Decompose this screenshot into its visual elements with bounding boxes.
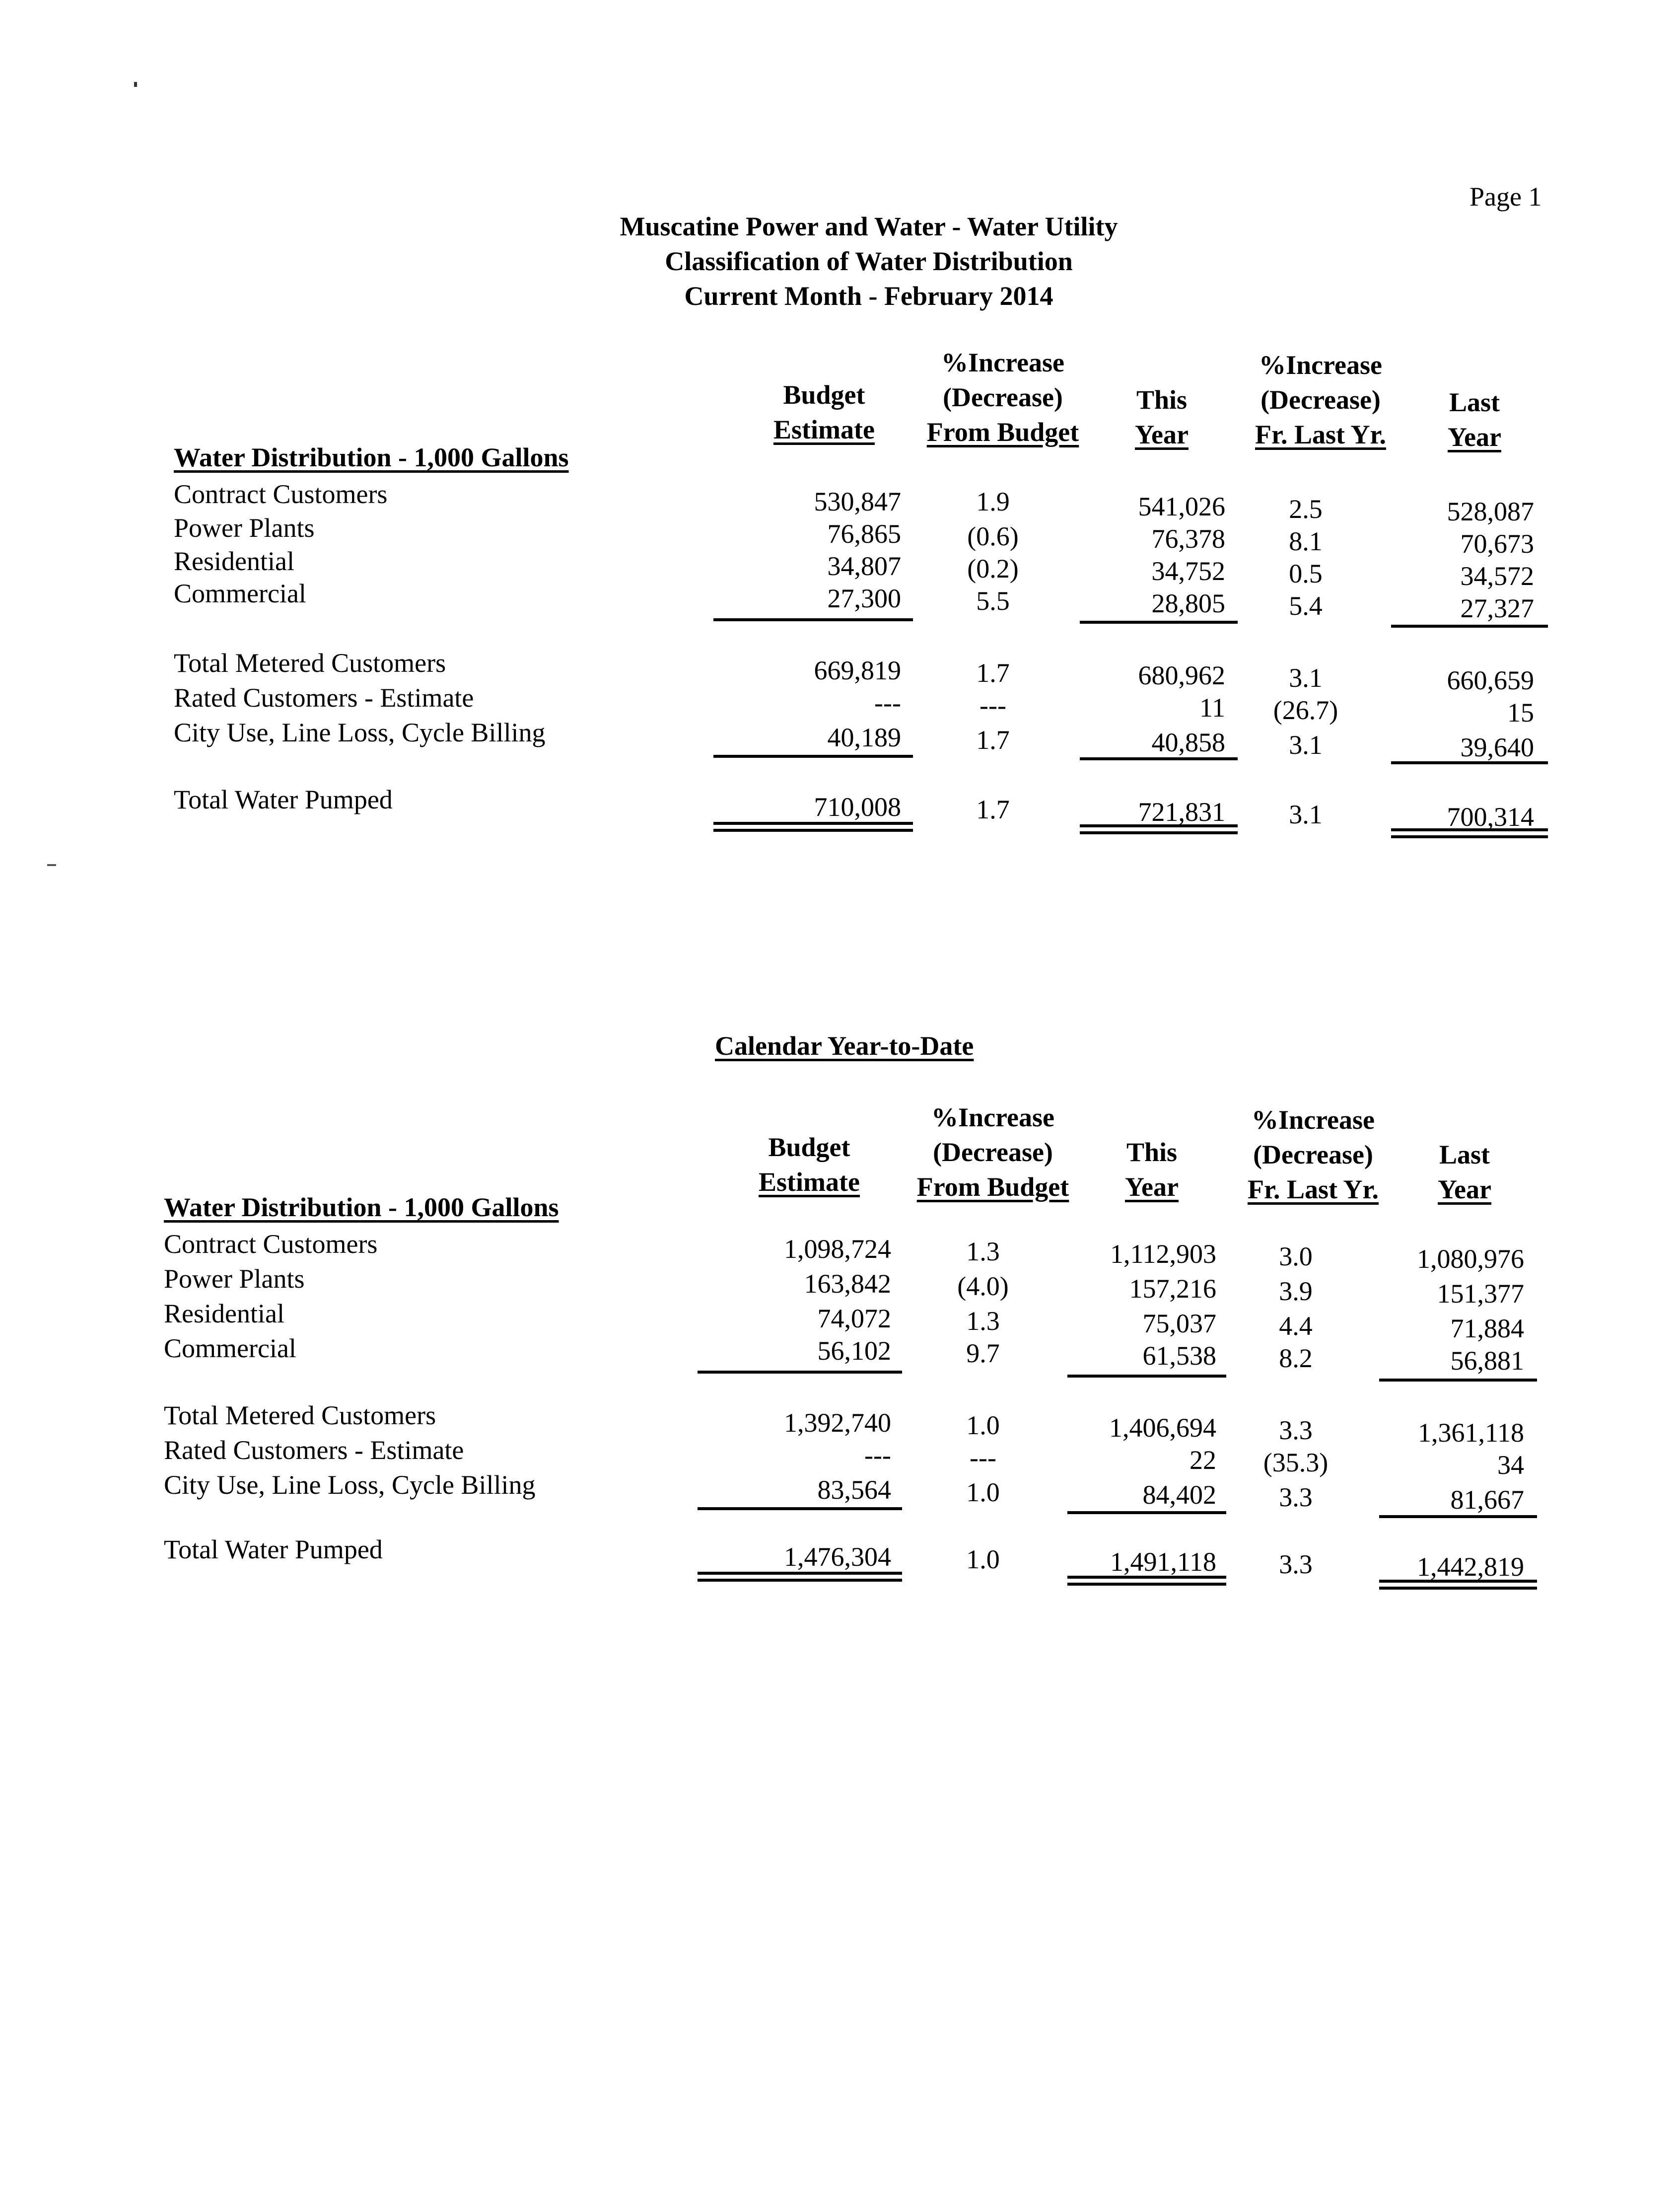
header-line: (Decrease) bbox=[933, 1137, 1053, 1167]
report-subtitle: Classification of Water Distribution bbox=[665, 246, 1073, 276]
col-header-pct-from-last-year bbox=[1229, 1102, 1398, 1207]
pct-last-value: 5.4 bbox=[1289, 591, 1323, 621]
subtotal-rule bbox=[713, 618, 913, 621]
subtotal-rule bbox=[713, 755, 913, 758]
budget-value: 710,008 bbox=[814, 792, 901, 822]
pct-budget-value: --- bbox=[970, 1443, 996, 1472]
budget-value: 34,807 bbox=[827, 551, 901, 581]
total-double-rule bbox=[698, 1572, 902, 1582]
this-year-value: 34,752 bbox=[1151, 556, 1225, 586]
pct-last-value: (35.3) bbox=[1263, 1448, 1329, 1477]
header-line: Budget bbox=[768, 1132, 850, 1162]
pct-last-value: 4.4 bbox=[1279, 1311, 1313, 1341]
pct-last-value: 3.3 bbox=[1279, 1549, 1313, 1579]
scan-artifact-dot bbox=[134, 82, 137, 87]
pct-budget-value: (0.2) bbox=[967, 554, 1019, 584]
budget-value: 56,102 bbox=[817, 1336, 891, 1366]
header-line: (Decrease) bbox=[943, 382, 1063, 412]
col-header-pct-from-budget bbox=[913, 345, 1092, 449]
total-double-rule bbox=[1391, 828, 1548, 838]
section-label: Water Distribution - 1,000 Gallons bbox=[164, 1192, 559, 1222]
total-double-rule bbox=[1067, 1576, 1226, 1586]
header-line: Estimate bbox=[759, 1167, 860, 1197]
subtotal-rule bbox=[698, 1507, 902, 1510]
section-label: Water Distribution - 1,000 Gallons bbox=[174, 442, 569, 472]
row-label: City Use, Line Loss, Cycle Billing bbox=[164, 1470, 536, 1500]
this-year-value: 11 bbox=[1199, 693, 1225, 723]
last-year-value: 15 bbox=[1507, 698, 1534, 728]
pct-budget-value: 1.0 bbox=[966, 1410, 1000, 1440]
last-year-value: 660,659 bbox=[1447, 665, 1534, 695]
pct-last-value: (26.7) bbox=[1273, 695, 1338, 725]
this-year-value: 28,805 bbox=[1151, 588, 1225, 618]
last-year-value: 27,327 bbox=[1460, 593, 1534, 623]
budget-value: 1,476,304 bbox=[784, 1542, 891, 1572]
header-line: Year bbox=[1448, 422, 1501, 452]
header-line: Budget bbox=[783, 380, 865, 410]
subtotal-rule bbox=[1391, 761, 1548, 764]
this-year-value: 84,402 bbox=[1142, 1480, 1216, 1510]
header-line: Year bbox=[1438, 1174, 1491, 1204]
subtotal-rule bbox=[1067, 1511, 1226, 1514]
pct-last-value: 8.2 bbox=[1279, 1343, 1313, 1373]
pct-budget-value: (0.6) bbox=[967, 521, 1019, 551]
header-line: Fr. Last Yr. bbox=[1255, 420, 1386, 449]
row-label: Total Water Pumped bbox=[174, 785, 393, 814]
last-year-value: 1,442,819 bbox=[1417, 1552, 1524, 1582]
header-line: Estimate bbox=[773, 415, 875, 444]
this-year-value: 22 bbox=[1190, 1445, 1216, 1475]
pct-budget-value: 9.7 bbox=[966, 1338, 1000, 1368]
last-year-value: 700,314 bbox=[1447, 802, 1534, 832]
col-header-last-year bbox=[1425, 1137, 1504, 1207]
row-label: Total Metered Customers bbox=[164, 1400, 436, 1430]
last-year-value: 70,673 bbox=[1460, 529, 1534, 559]
this-year-value: 61,538 bbox=[1142, 1341, 1216, 1371]
this-year-value: 40,858 bbox=[1151, 728, 1225, 757]
pct-budget-value: 1.9 bbox=[976, 487, 1010, 516]
total-double-rule bbox=[1379, 1580, 1537, 1590]
row-label: Contract Customers bbox=[174, 479, 388, 509]
last-year-value: 34,572 bbox=[1460, 561, 1534, 591]
budget-value: --- bbox=[864, 1440, 891, 1470]
row-label: Commercial bbox=[164, 1333, 296, 1363]
col-header-this-year bbox=[1112, 1135, 1191, 1204]
row-label: Power Plants bbox=[164, 1264, 305, 1294]
budget-value: 83,564 bbox=[817, 1475, 891, 1505]
header-line: %Increase bbox=[941, 348, 1064, 377]
total-double-rule bbox=[1080, 824, 1238, 834]
this-year-value: 157,216 bbox=[1129, 1274, 1216, 1304]
last-year-value: 1,361,118 bbox=[1418, 1418, 1524, 1448]
pct-last-value: 3.0 bbox=[1279, 1241, 1313, 1271]
pct-last-value: 3.3 bbox=[1279, 1482, 1313, 1512]
header-line: Year bbox=[1125, 1172, 1179, 1202]
pct-budget-value: (4.0) bbox=[957, 1271, 1009, 1301]
this-year-value: 1,491,118 bbox=[1110, 1547, 1216, 1577]
this-year-value: 541,026 bbox=[1138, 492, 1225, 521]
pct-budget-value: 1.7 bbox=[976, 658, 1010, 688]
subtotal-rule bbox=[1080, 621, 1238, 624]
budget-value: 669,819 bbox=[814, 656, 901, 685]
pct-budget-value: 1.7 bbox=[976, 725, 1010, 755]
header-line: %Increase bbox=[1259, 350, 1382, 380]
this-year-value: 680,962 bbox=[1138, 660, 1225, 690]
col-header-budget-estimate bbox=[750, 1130, 869, 1199]
row-label: Residential bbox=[174, 546, 294, 576]
row-label: Total Metered Customers bbox=[174, 648, 446, 678]
this-year-value: 721,831 bbox=[1138, 797, 1225, 827]
pct-budget-value: 1.3 bbox=[966, 1237, 1000, 1266]
budget-value: 163,842 bbox=[804, 1269, 891, 1299]
pct-budget-value: 1.0 bbox=[966, 1477, 1000, 1507]
subtotal-rule bbox=[1379, 1379, 1537, 1382]
subtotal-rule bbox=[1379, 1515, 1537, 1518]
pct-last-value: 3.9 bbox=[1279, 1276, 1313, 1306]
last-year-value: 34 bbox=[1497, 1450, 1524, 1480]
header-line: (Decrease) bbox=[1253, 1140, 1373, 1169]
last-year-value: 39,640 bbox=[1460, 732, 1534, 762]
subtotal-rule bbox=[698, 1371, 902, 1374]
header-line: %Increase bbox=[931, 1102, 1054, 1132]
header-line: (Decrease) bbox=[1260, 385, 1381, 415]
row-label: Total Water Pumped bbox=[164, 1534, 383, 1564]
subtotal-rule bbox=[1080, 757, 1238, 760]
pct-last-value: 3.1 bbox=[1289, 663, 1323, 693]
last-year-value: 81,667 bbox=[1450, 1485, 1524, 1515]
row-label: City Use, Line Loss, Cycle Billing bbox=[174, 718, 546, 747]
col-header-this-year bbox=[1122, 382, 1201, 452]
row-label: Residential bbox=[164, 1299, 284, 1328]
row-label: Rated Customers - Estimate bbox=[164, 1435, 464, 1465]
last-year-value: 528,087 bbox=[1447, 497, 1534, 526]
budget-value: 1,392,740 bbox=[784, 1408, 891, 1438]
budget-value: --- bbox=[874, 688, 901, 718]
header-line: This bbox=[1126, 1137, 1178, 1167]
page-number: Page 1 bbox=[1470, 182, 1542, 212]
pct-last-value: 3.1 bbox=[1289, 730, 1323, 760]
report-period: Current Month - February 2014 bbox=[684, 281, 1053, 311]
this-year-value: 1,406,694 bbox=[1109, 1413, 1216, 1443]
budget-value: 1,098,724 bbox=[784, 1234, 891, 1264]
col-header-budget-estimate bbox=[760, 377, 889, 447]
row-label: Commercial bbox=[174, 579, 306, 608]
budget-value: 530,847 bbox=[814, 487, 901, 516]
budget-value: 76,865 bbox=[827, 519, 901, 549]
report-title: Muscatine Power and Water - Water Utility bbox=[620, 212, 1118, 241]
pct-budget-value: 1.0 bbox=[966, 1544, 1000, 1574]
header-line: %Increase bbox=[1252, 1105, 1375, 1135]
last-year-value: 56,881 bbox=[1450, 1346, 1524, 1376]
pct-budget-value: 1.3 bbox=[966, 1306, 1000, 1336]
pct-last-value: 8.1 bbox=[1289, 526, 1323, 556]
row-label: Rated Customers - Estimate bbox=[174, 683, 474, 713]
col-header-last-year bbox=[1435, 385, 1514, 454]
row-label: Power Plants bbox=[174, 513, 315, 543]
pct-last-value: 0.5 bbox=[1289, 559, 1323, 588]
this-year-value: 75,037 bbox=[1142, 1309, 1216, 1338]
header-line: Year bbox=[1135, 420, 1189, 449]
scan-artifact-dash bbox=[47, 864, 56, 866]
row-label: Contract Customers bbox=[164, 1229, 378, 1259]
total-double-rule bbox=[713, 822, 913, 832]
pct-last-value: 2.5 bbox=[1289, 494, 1323, 524]
header-line: Last bbox=[1439, 1140, 1490, 1169]
last-year-value: 71,884 bbox=[1450, 1314, 1524, 1343]
budget-value: 40,189 bbox=[827, 723, 901, 752]
subtotal-rule bbox=[1067, 1375, 1226, 1378]
last-year-value: 1,080,976 bbox=[1417, 1244, 1524, 1274]
col-header-pct-from-last-year bbox=[1236, 348, 1405, 452]
this-year-value: 76,378 bbox=[1151, 524, 1225, 554]
budget-value: 27,300 bbox=[827, 584, 901, 613]
col-header-pct-from-budget bbox=[904, 1100, 1082, 1204]
header-line: From Budget bbox=[916, 1172, 1069, 1202]
this-year-value: 1,112,903 bbox=[1110, 1239, 1216, 1269]
pct-last-value: 3.1 bbox=[1289, 800, 1323, 829]
pct-budget-value: --- bbox=[980, 690, 1006, 720]
pct-budget-value: 1.7 bbox=[976, 795, 1010, 824]
last-year-value: 151,377 bbox=[1437, 1279, 1524, 1309]
header-line: Last bbox=[1449, 387, 1500, 417]
ytd-heading: Calendar Year-to-Date bbox=[715, 1031, 974, 1061]
header-line: From Budget bbox=[926, 417, 1079, 447]
header-line: Fr. Last Yr. bbox=[1247, 1174, 1379, 1204]
budget-value: 74,072 bbox=[817, 1304, 891, 1333]
pct-last-value: 3.3 bbox=[1279, 1415, 1313, 1445]
pct-budget-value: 5.5 bbox=[976, 586, 1010, 616]
subtotal-rule bbox=[1391, 625, 1548, 628]
header-line: This bbox=[1136, 385, 1188, 415]
